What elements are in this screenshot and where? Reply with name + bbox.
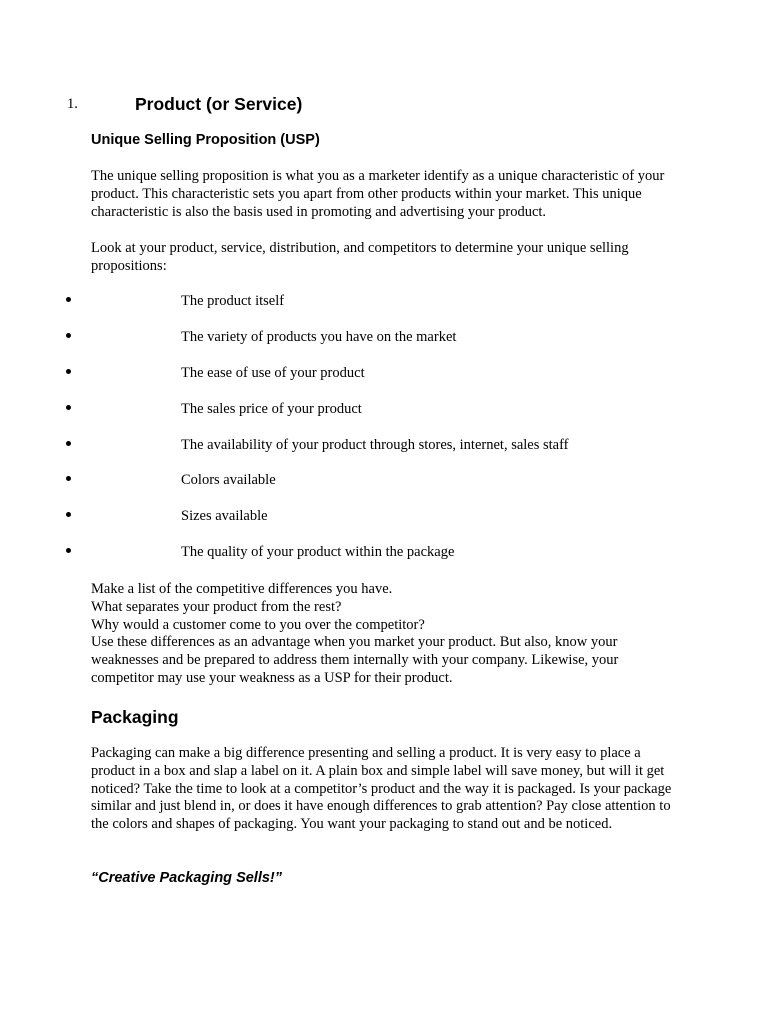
list-item	[0, 329, 768, 365]
bullet-icon	[66, 297, 71, 302]
paragraph-line: Make a list of the competitive differences you have.	[91, 581, 393, 597]
bullet-icon	[66, 441, 71, 446]
packaging-quote: “Creative Packaging Sells!”	[91, 870, 282, 886]
paragraph-line: What separates your product from the rest?	[91, 598, 342, 615]
usp-look-paragraph: Look at your product, service, distribution, and competitors to determine your unique selling propositions:	[91, 240, 629, 274]
bullet-icon	[66, 405, 71, 410]
usp-heading: Unique Selling Proposition (USP)	[91, 132, 320, 148]
list-item-text: The sales price of your product	[181, 400, 362, 417]
list-item	[0, 293, 768, 329]
list-item	[0, 508, 768, 544]
list-item-text: Colors available	[181, 472, 276, 489]
bullet-icon	[66, 476, 71, 481]
list-item	[0, 437, 768, 473]
bullet-icon	[66, 369, 71, 374]
list-item-text: Sizes available	[181, 508, 268, 525]
list-item	[0, 401, 768, 437]
list-item-text: The product itself	[181, 293, 285, 309]
section-heading	[67, 93, 667, 117]
bullet-icon	[66, 512, 71, 517]
usp-bullet-list	[0, 293, 768, 580]
packaging-paragraph: Packaging can make a big difference presenting and selling a product. It is very easy to place a product in a box and slap a label on it. A plain box and simple label will save money, but will it get noticed? Take the time to look at a competitor’s product and the way it is packaged. Is your package similar and just blend in, or does it have enough differences to grab attention? Pay close attention to the colors and shapes of packaging. You want your packaging to stand out and be noticed.	[91, 745, 672, 833]
list-item-text: The availability of your product through stores, internet, sales staff	[181, 436, 569, 453]
list-item	[0, 544, 768, 580]
list-item	[0, 472, 768, 508]
list-item-text: The quality of your product within the package	[181, 544, 455, 561]
section-title: Product (or Service)	[135, 94, 303, 114]
list-item	[0, 365, 768, 401]
section-number: 1.	[67, 96, 78, 112]
list-item-text: The ease of use of your product	[181, 364, 365, 381]
usp-intro-paragraph: The unique selling proposition is what you as a marketer identify as a unique characteristic of your product. This characteristic sets you apart from other products within your market. This unique characteristic is also the basis used in promoting and advertising your product.	[91, 168, 665, 220]
paragraph-line: Use these differences as an advantage when you market your product. But also, know your weaknesses and be prepared to address them internally with your company. Likewise, your competitor may use your weakness as a USP for their product.	[91, 634, 619, 686]
list-item-text: The variety of products you have on the market	[181, 328, 457, 345]
competitive-differences-paragraph	[91, 581, 681, 688]
bullet-icon	[66, 333, 71, 338]
paragraph-line: Why would a customer come to you over the competitor?	[91, 616, 425, 633]
bullet-icon	[66, 548, 71, 553]
packaging-heading: Packaging	[91, 707, 179, 727]
